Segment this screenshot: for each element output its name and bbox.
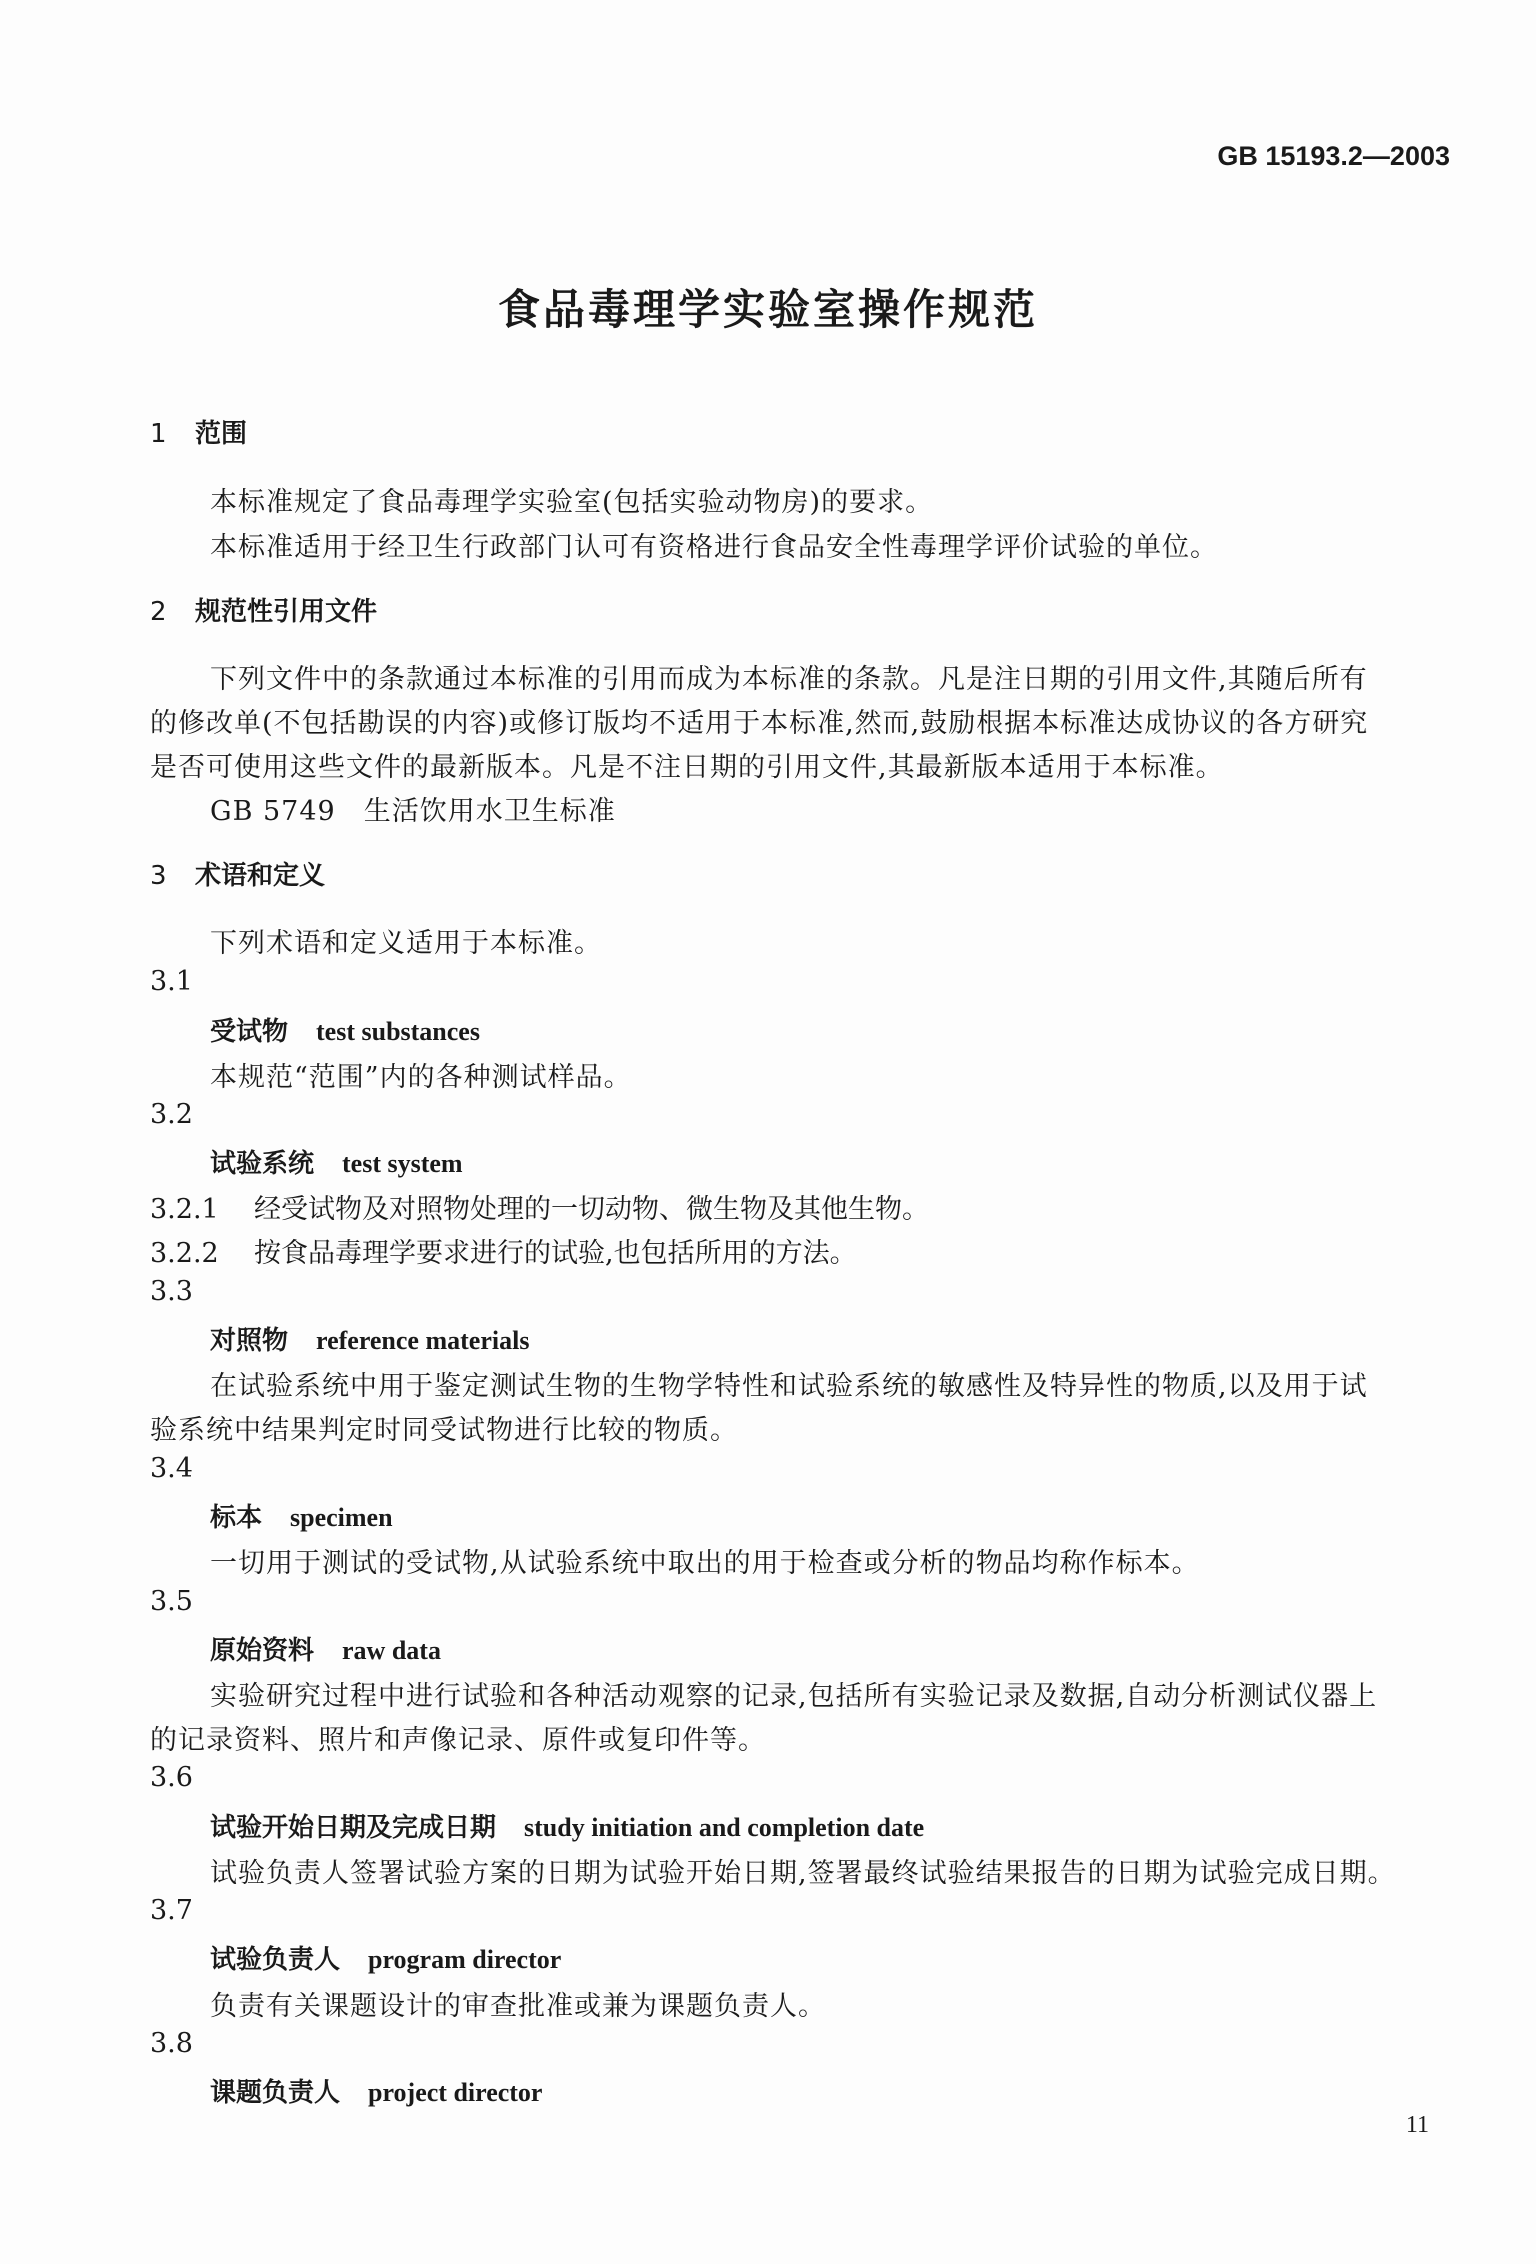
term-heading xyxy=(210,1011,480,1048)
term-definition: 本规范“范围”内的各种测试样品。 xyxy=(210,1062,632,1093)
term-definition-line: 实验研究过程中进行试验和各种活动观察的记录,包括所有实验记录及数据,自动分析测试仪器上 xyxy=(210,1681,1378,1712)
sub-clause-number: 3.2.1 xyxy=(150,1194,219,1225)
term-chinese: 对照物 xyxy=(210,1326,289,1356)
term-heading xyxy=(210,1939,561,1976)
paragraph: 本标准规定了食品毒理学实验室(包括实验动物房)的要求。 xyxy=(210,487,934,518)
section-title: 术语和定义 xyxy=(195,861,326,891)
term-english: project director xyxy=(368,2078,543,2107)
clause-number: 3.4 xyxy=(150,1453,193,1484)
sub-clause-text: 按食品毒理学要求进行的试验,也包括所用的方法。 xyxy=(254,1238,857,1269)
clause-number: 3.1 xyxy=(150,966,193,997)
reference-title: 生活饮用水卫生标准 xyxy=(363,796,616,827)
term-definition-line: 的记录资料、照片和声像记录、原件或复印件等。 xyxy=(150,1725,766,1756)
paragraph-line: 下列文件中的条款通过本标准的引用而成为本标准的条款。凡是注日期的引用文件,其随后所有 xyxy=(210,664,1368,695)
paragraph-line: 是否可使用这些文件的最新版本。凡是不注日期的引用文件,其最新版本适用于本标准。 xyxy=(150,752,1224,783)
section-title: 规范性引用文件 xyxy=(195,597,378,627)
term-heading xyxy=(210,1497,393,1534)
section-3-heading xyxy=(150,855,325,892)
term-chinese: 受试物 xyxy=(210,1017,289,1047)
normative-reference xyxy=(210,789,616,828)
term-english: reference materials xyxy=(316,1326,530,1355)
term-chinese: 课题负责人 xyxy=(210,2078,341,2108)
sub-clause xyxy=(150,1187,929,1226)
section-title: 范围 xyxy=(195,419,248,449)
term-definition: 一切用于测试的受试物,从试验系统中取出的用于检查或分析的物品均称作标本。 xyxy=(210,1548,1200,1579)
section-2-heading xyxy=(150,591,377,628)
term-chinese: 试验系统 xyxy=(210,1149,315,1179)
page-number: 11 xyxy=(1405,2112,1429,2138)
clause-number: 3.8 xyxy=(150,2028,193,2059)
sub-clause-text: 经受试物及对照物处理的一切动物、微生物及其他生物。 xyxy=(254,1194,929,1225)
term-english: specimen xyxy=(290,1503,393,1532)
term-chinese: 试验开始日期及完成日期 xyxy=(210,1813,497,1843)
term-heading xyxy=(210,1630,441,1667)
term-heading xyxy=(210,2072,542,2109)
term-english: raw data xyxy=(342,1636,441,1665)
term-definition-line: 验系统中结果判定时同受试物进行比较的物质。 xyxy=(150,1415,738,1446)
term-definition: 负责有关课题设计的审查批准或兼为课题负责人。 xyxy=(210,1991,826,2022)
standard-number: GB 15193.2—2003 xyxy=(1217,141,1450,171)
term-heading xyxy=(210,1143,463,1180)
term-heading xyxy=(210,1807,924,1844)
term-definition-line: 在试验系统中用于鉴定测试生物的生物学特性和试验系统的敏感性及特异性的物质,以及用于试 xyxy=(210,1371,1368,1402)
term-heading xyxy=(210,1320,529,1357)
section-1-heading xyxy=(150,413,247,450)
paragraph: 下列术语和定义适用于本标准。 xyxy=(210,928,602,959)
section-number: 3 xyxy=(150,861,167,891)
clause-number: 3.2 xyxy=(150,1099,193,1130)
clause-number: 3.3 xyxy=(150,1276,193,1307)
term-chinese: 标本 xyxy=(210,1503,263,1533)
paragraph-line: 的修改单(不包括勘误的内容)或修订版均不适用于本标准,然而,鼓励根据本标准达成协议的各方研究 xyxy=(150,708,1369,739)
term-english: test substances xyxy=(316,1017,480,1046)
paragraph: 本标准适用于经卫生行政部门认可有资格进行食品安全性毒理学评价试验的单位。 xyxy=(210,532,1218,563)
term-english: study initiation and completion date xyxy=(524,1813,925,1842)
term-chinese: 试验负责人 xyxy=(210,1945,341,1975)
document-title: 食品毒理学实验室操作规范 xyxy=(497,285,1038,334)
clause-number: 3.5 xyxy=(150,1586,193,1617)
section-number: 1 xyxy=(150,419,167,449)
clause-number: 3.6 xyxy=(150,1762,193,1793)
reference-code: GB 5749 xyxy=(210,796,336,827)
clause-number: 3.7 xyxy=(150,1895,193,1926)
section-number: 2 xyxy=(150,597,167,627)
sub-clause-number: 3.2.2 xyxy=(150,1238,219,1269)
term-chinese: 原始资料 xyxy=(210,1636,315,1666)
term-english: test system xyxy=(342,1149,463,1178)
sub-clause xyxy=(150,1231,857,1270)
term-definition: 试验负责人签署试验方案的日期为试验开始日期,签署最终试验结果报告的日期为试验完成日期。 xyxy=(210,1858,1396,1889)
term-english: program director xyxy=(368,1945,562,1974)
